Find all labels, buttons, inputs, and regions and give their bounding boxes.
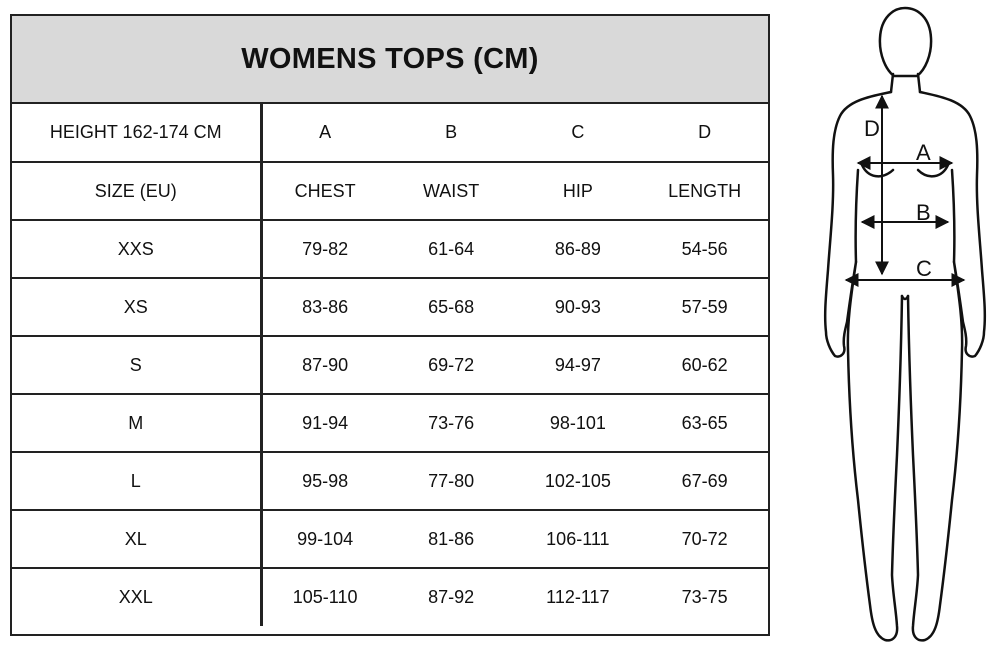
body-silhouette-icon [800, 0, 1000, 648]
length-cell: 63-65 [641, 394, 768, 452]
hip-column-header: HIP [515, 162, 642, 220]
chart-title: WOMENS TOPS (CM) [12, 16, 768, 104]
length-cell: 70-72 [641, 510, 768, 568]
table-row [12, 220, 768, 278]
length-cell: 54-56 [641, 220, 768, 278]
chest-cell: 83-86 [261, 278, 388, 336]
waist-cell: 81-86 [388, 510, 515, 568]
column-letter-a: A [319, 122, 332, 142]
length-cell: 73-75 [641, 568, 768, 626]
hip-cell: 94-97 [515, 336, 642, 394]
chest-cell: 79-82 [261, 220, 388, 278]
measure-label-b: B [916, 200, 931, 225]
chest-cell: 105-110 [261, 568, 388, 626]
table-row [12, 394, 768, 452]
waist-cell: 73-76 [388, 394, 515, 452]
size-table [12, 104, 768, 626]
chest-cell: 91-94 [261, 394, 388, 452]
table-row [12, 510, 768, 568]
size-column-header: SIZE (EU) [12, 162, 261, 220]
hip-cell: 98-101 [515, 394, 642, 452]
size-cell: L [12, 452, 261, 510]
size-cell: XL [12, 510, 261, 568]
header-row-height [12, 104, 768, 162]
size-cell: XS [12, 278, 261, 336]
height-label: HEIGHT 162-174 CM [12, 104, 261, 162]
measure-label-c: C [916, 256, 932, 281]
chest-cell: 99-104 [261, 510, 388, 568]
length-cell: 57-59 [641, 278, 768, 336]
hip-cell: 86-89 [515, 220, 642, 278]
size-chart [10, 14, 770, 636]
hip-cell: 102-105 [515, 452, 642, 510]
chest-cell: 95-98 [261, 452, 388, 510]
table-row [12, 452, 768, 510]
column-letter-b: B [445, 122, 458, 142]
table-row [12, 568, 768, 626]
waist-cell: 69-72 [388, 336, 515, 394]
header-row-measures [12, 162, 768, 220]
waist-cell: 61-64 [388, 220, 515, 278]
length-cell: 60-62 [641, 336, 768, 394]
table-row [12, 278, 768, 336]
waist-cell: 65-68 [388, 278, 515, 336]
size-cell: XXL [12, 568, 261, 626]
column-letter-c: C [571, 122, 585, 142]
size-cell: XXS [12, 220, 261, 278]
waist-column-header: WAIST [388, 162, 515, 220]
length-cell: 67-69 [641, 452, 768, 510]
chest-column-header: CHEST [261, 162, 388, 220]
measure-label-a: A [916, 140, 931, 165]
column-letter-d: D [698, 122, 712, 142]
waist-cell: 87-92 [388, 568, 515, 626]
length-column-header: LENGTH [641, 162, 768, 220]
size-cell: S [12, 336, 261, 394]
hip-cell: 112-117 [515, 568, 642, 626]
chest-cell: 87-90 [261, 336, 388, 394]
hip-cell: 90-93 [515, 278, 642, 336]
hip-cell: 106-111 [515, 510, 642, 568]
size-cell: M [12, 394, 261, 452]
waist-cell: 77-80 [388, 452, 515, 510]
table-row [12, 336, 768, 394]
measure-label-d: D [864, 116, 880, 141]
